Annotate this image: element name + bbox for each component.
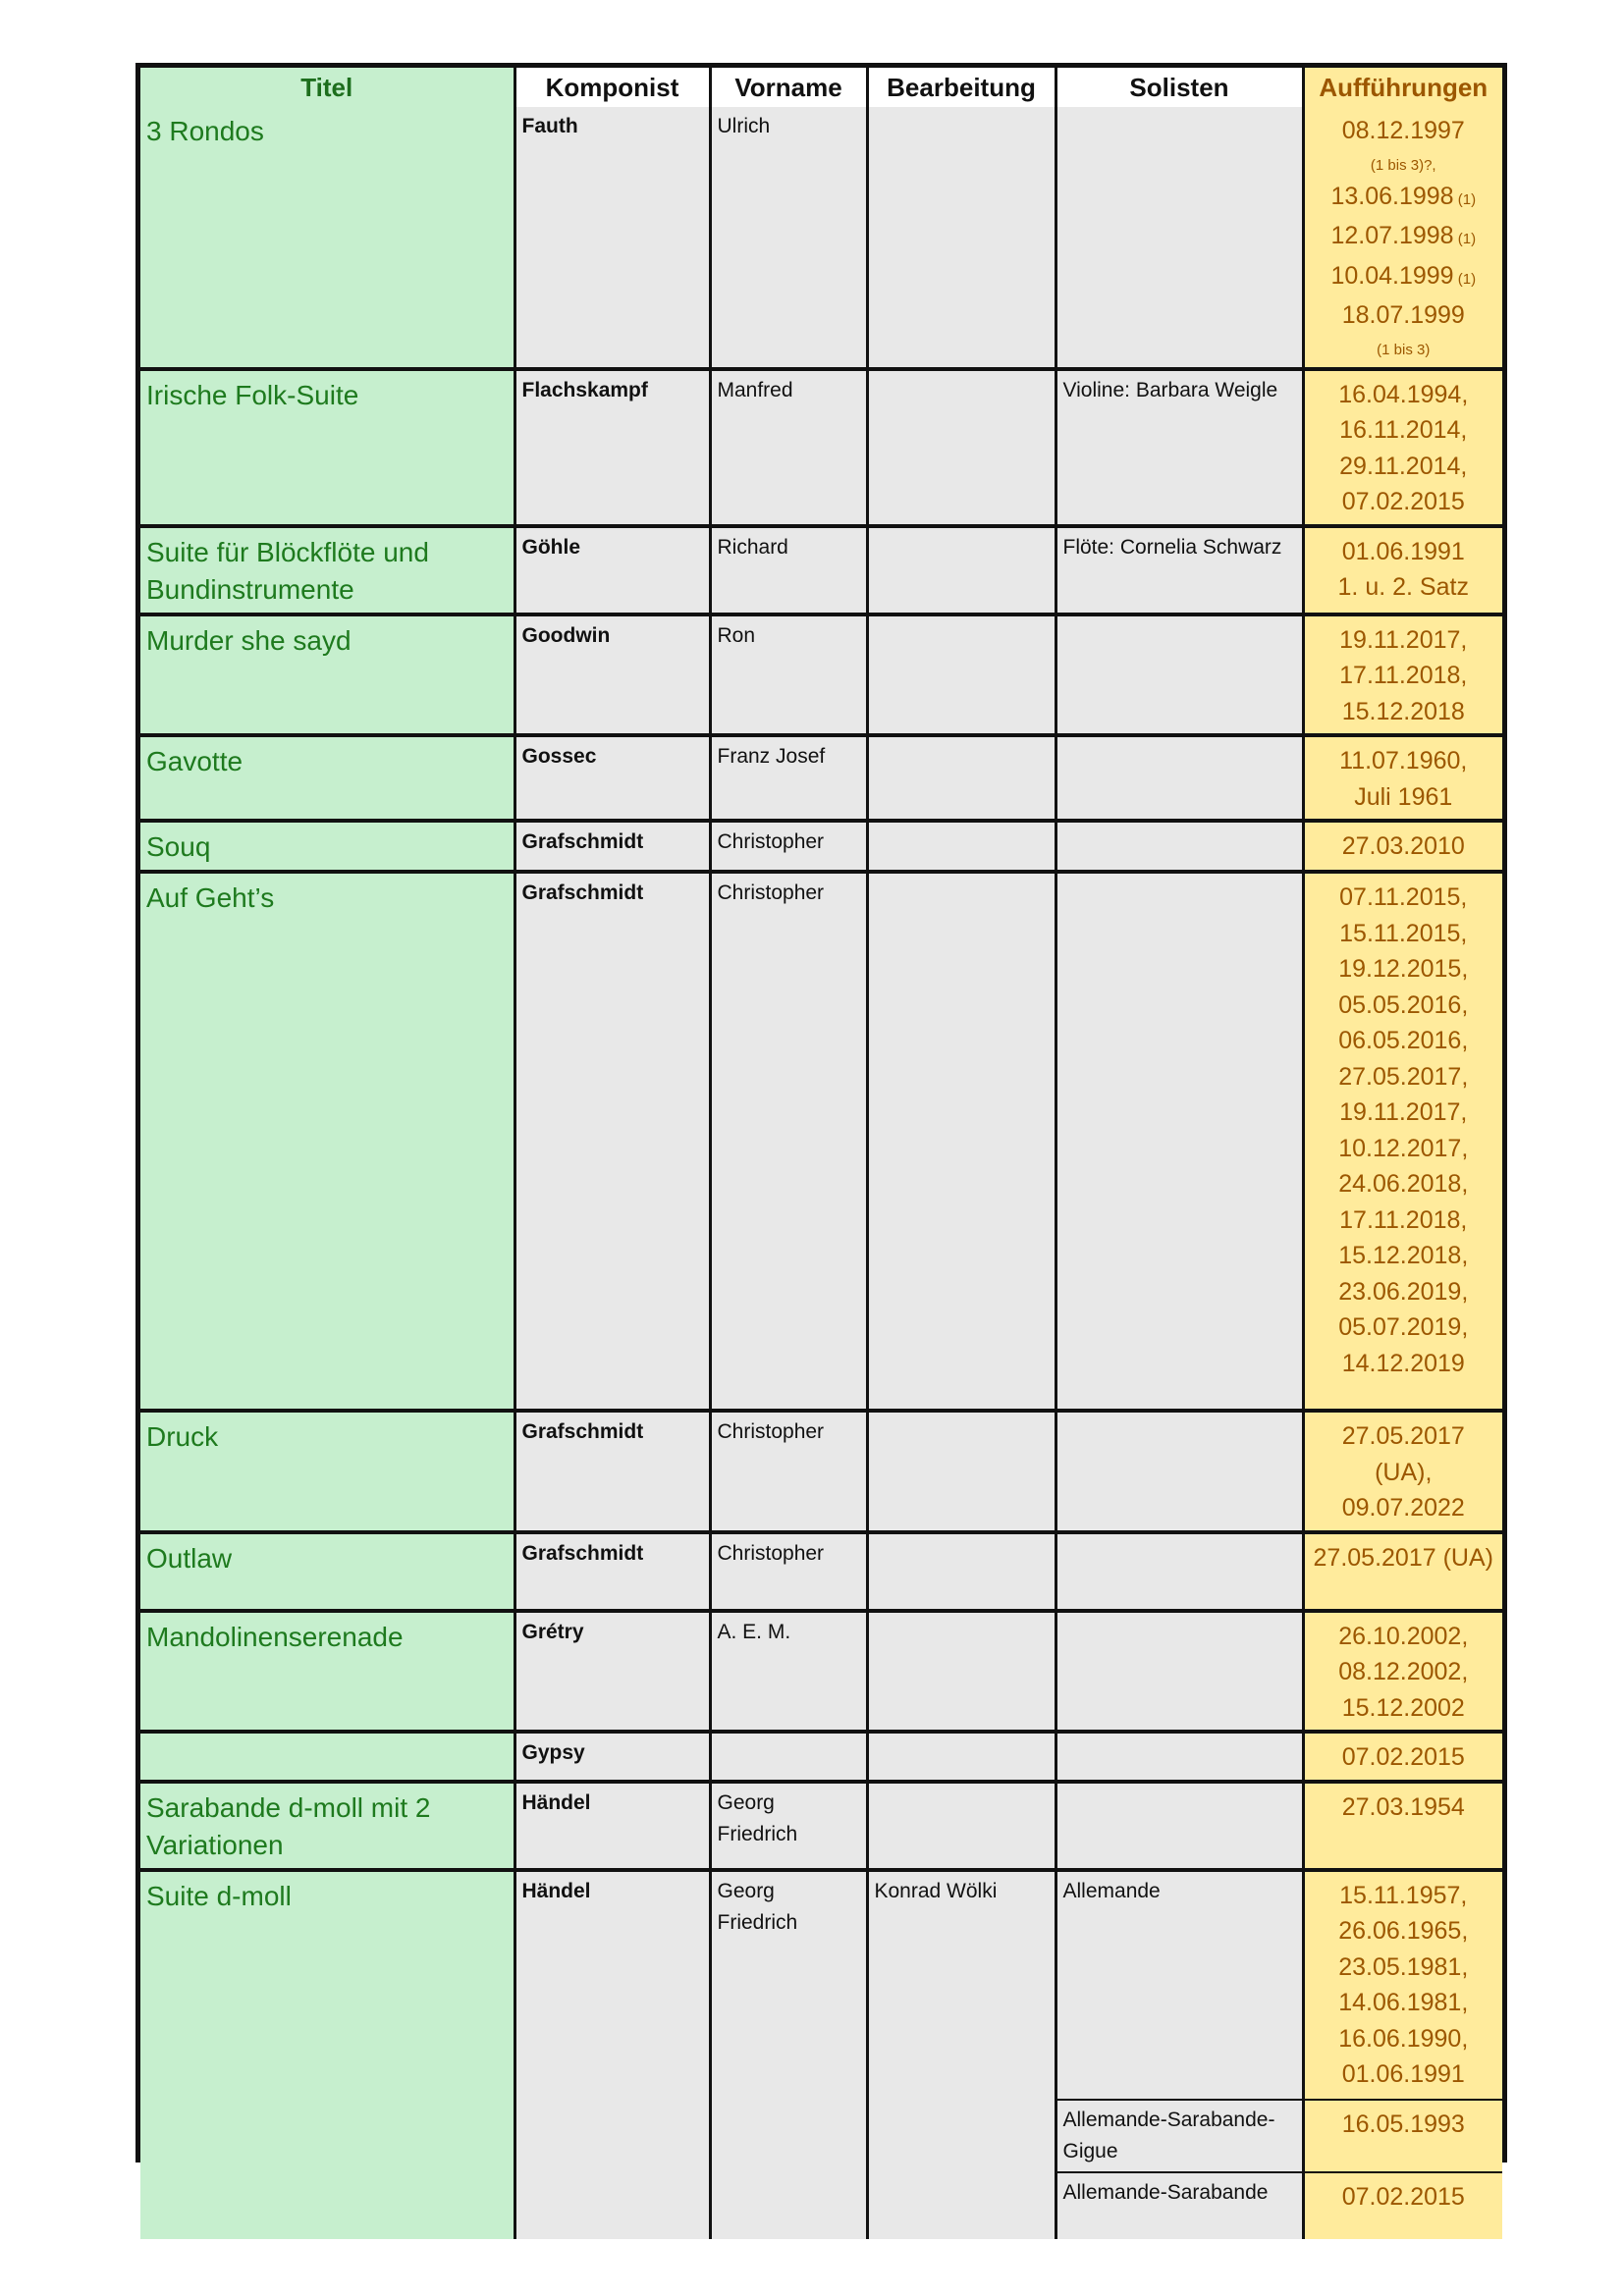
date-text: 08.12.1997 [1341, 117, 1465, 144]
table-row [140, 614, 1502, 736]
komponist-cell: Goodwin [514, 614, 710, 736]
header-bearbeitung: Bearbeitung [867, 68, 1056, 107]
auffuehrung-date [1311, 218, 1497, 258]
auffuehrungen-cell [1303, 1782, 1502, 1870]
date-text: 26.10.2002, [1338, 1622, 1469, 1650]
auffuehrung-date [1311, 149, 1497, 179]
titel-cell: Mandolinenserenade [140, 1611, 514, 1733]
bearbeitung-cell [867, 369, 1056, 526]
date-text: Juli 1961 [1354, 782, 1453, 811]
bearbeitung-cell: Konrad Wölki [867, 1870, 1056, 2239]
auffuehrung-date [1311, 828, 1497, 865]
auffuehrung-date [1311, 1095, 1497, 1131]
date-text: 15.12.2002 [1341, 1693, 1465, 1722]
titel-cell: Irische Folk-Suite [140, 369, 514, 526]
date-text: 09.07.2022 [1341, 1494, 1465, 1522]
vorname-cell: Ulrich [710, 107, 867, 369]
auffuehrung-date [1311, 1540, 1497, 1576]
bearbeitung-cell [867, 614, 1056, 736]
date-text: 19.12.2015, [1338, 955, 1469, 983]
bearbeitung-cell [867, 107, 1056, 369]
date-note: (1) [1453, 190, 1477, 208]
bearbeitung-cell [867, 1411, 1056, 1532]
vorname-cell: Christopher [710, 1532, 867, 1611]
komponist-cell: Fauth [514, 107, 710, 369]
auffuehrung-date [1311, 1949, 1497, 1986]
auffuehrung-date [1311, 916, 1497, 952]
auffuehrung-date [1311, 1059, 1497, 1095]
titel-cell: Druck [140, 1411, 514, 1532]
auffuehrung-date [1311, 1619, 1497, 1655]
auffuehrungen-cell [1303, 369, 1502, 526]
bearbeitung-cell [867, 1611, 1056, 1733]
auffuehrung-date [1311, 988, 1497, 1024]
titel-cell: 3 Rondos [140, 107, 514, 369]
date-note: (1) [1453, 231, 1477, 247]
bearbeitung-cell [867, 1732, 1056, 1782]
date-note: (1) [1453, 270, 1477, 288]
auffuehrungen-cell [1303, 1611, 1502, 1733]
auffuehrungen-cell [1303, 1732, 1502, 1782]
solisten-cell [1056, 1782, 1303, 1870]
auffuehrung-date [1311, 1274, 1497, 1310]
date-text: 16.05.1993 [1341, 2109, 1465, 2138]
komponist-cell: Händel [514, 1782, 710, 1870]
date-text: 19.11.2017, [1339, 1098, 1468, 1126]
date-text: 16.06.1990, [1338, 2024, 1469, 2053]
solisten-cell [1056, 614, 1303, 736]
table-row [140, 1782, 1502, 1870]
auffuehrung-date [1311, 1690, 1497, 1727]
komponist-cell: Händel [514, 1870, 710, 2239]
auffuehrung-date [1311, 1131, 1497, 1167]
bearbeitung-cell [867, 1532, 1056, 1611]
auffuehrung-date [1311, 1309, 1497, 1346]
bearbeitung-cell [867, 526, 1056, 614]
header-row [140, 68, 1502, 107]
komponist-cell: Grafschmidt [514, 872, 710, 1411]
solisten-cell: Allemande [1056, 1870, 1303, 2100]
date-text: 1. u. 2. Satz [1337, 573, 1469, 601]
auffuehrung-date [1311, 2021, 1497, 2057]
date-text: 15.12.2018, [1338, 1242, 1469, 1269]
header-titel: Titel [140, 68, 514, 107]
auffuehrungen-cell [1303, 2172, 1502, 2239]
auffuehrung-date [1311, 179, 1497, 219]
table-row [140, 1532, 1502, 1611]
table-row [140, 1611, 1502, 1733]
auffuehrung-date [1311, 2179, 1497, 2216]
table-row [140, 369, 1502, 526]
titel-cell: Auf Geht’s [140, 872, 514, 1411]
date-text: 07.02.2015 [1341, 488, 1465, 515]
auffuehrung-date [1311, 951, 1497, 988]
komponist-cell: Grafschmidt [514, 821, 710, 872]
auffuehrung-date [1311, 1238, 1497, 1274]
date-text: 27.03.1954 [1341, 1792, 1465, 1821]
vorname-cell: Christopher [710, 821, 867, 872]
vorname-cell: Ron [710, 614, 867, 736]
solisten-cell: Violine: Barbara Weigle [1056, 369, 1303, 526]
date-text: 23.06.2019, [1338, 1277, 1469, 1306]
date-text: 17.11.2018, [1339, 1205, 1468, 1234]
titel-cell: Souq [140, 821, 514, 872]
date-text: 18.07.1999 [1341, 301, 1465, 329]
date-text: 29.11.2014, [1339, 452, 1468, 480]
auffuehrung-date [1311, 113, 1497, 149]
vorname-cell: A. E. M. [710, 1611, 867, 1733]
solisten-cell: Flöte: Cornelia Schwarz [1056, 526, 1303, 614]
auffuehrungen-cell [1303, 1870, 1502, 2100]
komponist-cell: Grafschmidt [514, 1532, 710, 1611]
komponist-cell: Gossec [514, 735, 710, 821]
bearbeitung-cell [867, 735, 1056, 821]
vorname-cell: Richard [710, 526, 867, 614]
bearbeitung-cell [867, 872, 1056, 1411]
auffuehrung-date [1311, 1913, 1497, 1949]
auffuehrung-date [1311, 2107, 1497, 2143]
date-text: 23.05.1981, [1338, 1952, 1469, 1981]
date-text: 16.11.2014, [1339, 416, 1468, 444]
auffuehrung-date [1311, 1654, 1497, 1690]
titel-cell: Suite für Blöckflöte und Bundinstrumente [140, 526, 514, 614]
auffuehrung-date [1311, 2056, 1497, 2093]
date-text: 27.03.2010 [1341, 832, 1465, 860]
date-note: (1 bis 3)?, [1370, 156, 1436, 174]
solisten-cell [1056, 821, 1303, 872]
date-text: 15.12.2018 [1341, 697, 1465, 725]
auffuehrung-date [1311, 412, 1497, 449]
vorname-cell: Georg Friedrich [710, 1782, 867, 1870]
header-komponist: Komponist [514, 68, 710, 107]
auffuehrung-date [1311, 1346, 1497, 1382]
auffuehrungen-cell [1303, 107, 1502, 369]
auffuehrung-date [1311, 1166, 1497, 1202]
date-text: 14.12.2019 [1341, 1349, 1465, 1377]
auffuehrung-date [1311, 1789, 1497, 1826]
table-row [140, 1870, 1502, 2100]
solisten-cell [1056, 1532, 1303, 1611]
date-note: (1 bis 3) [1377, 341, 1431, 358]
auffuehrung-date [1311, 1739, 1497, 1776]
komponist-cell: Grafschmidt [514, 1411, 710, 1532]
titel-cell: Gavotte [140, 735, 514, 821]
date-text: 05.05.2016, [1338, 990, 1469, 1019]
komponist-cell: Gypsy [514, 1732, 710, 1782]
titel-cell [140, 1732, 514, 1782]
auffuehrung-date [1311, 1878, 1497, 1914]
titel-cell: Murder she sayd [140, 614, 514, 736]
date-text: 07.02.2015 [1341, 1743, 1465, 1771]
works-table [135, 63, 1507, 2211]
vorname-cell: Christopher [710, 872, 867, 1411]
date-text: 27.05.2017, [1338, 1062, 1469, 1091]
header-vorname: Vorname [710, 68, 867, 107]
date-text: 08.12.2002, [1338, 1658, 1469, 1685]
date-text: 01.06.1991 [1341, 537, 1465, 565]
bearbeitung-cell [867, 821, 1056, 872]
auffuehrung-date [1311, 297, 1497, 334]
date-text: 10.04.1999 [1330, 261, 1454, 290]
date-text: 24.06.2018, [1338, 1170, 1469, 1198]
solisten-cell [1056, 107, 1303, 369]
auffuehrungen-cell [1303, 2100, 1502, 2172]
auffuehrung-date [1311, 1418, 1497, 1490]
vorname-cell: Georg Friedrich [710, 1870, 867, 2239]
auffuehrungen-cell [1303, 526, 1502, 614]
auffuehrung-date [1311, 880, 1497, 916]
komponist-cell: Göhle [514, 526, 710, 614]
solisten-cell [1056, 1411, 1303, 1532]
auffuehrung-date [1311, 694, 1497, 730]
auffuehrung-date [1311, 1985, 1497, 2021]
date-text: 17.11.2018, [1339, 662, 1468, 689]
auffuehrungen-cell [1303, 1411, 1502, 1532]
date-text: 01.06.1991 [1341, 2060, 1465, 2088]
vorname-cell: Manfred [710, 369, 867, 526]
titel-cell: Suite d-moll [140, 1870, 514, 2239]
header-solisten: Solisten [1056, 68, 1303, 107]
header-auffuehrungen: Aufführungen [1303, 68, 1502, 107]
solisten-cell [1056, 1611, 1303, 1733]
auffuehrung-date [1311, 658, 1497, 694]
auffuehrungen-cell [1303, 872, 1502, 1411]
auffuehrungen-cell [1303, 821, 1502, 872]
auffuehrung-date [1311, 1202, 1497, 1239]
date-text: 13.06.1998 [1330, 182, 1454, 210]
solisten-cell [1056, 872, 1303, 1411]
table-row [140, 1732, 1502, 1782]
table-row [140, 735, 1502, 821]
date-text: 05.07.2019, [1338, 1313, 1469, 1341]
komponist-cell: Flachskampf [514, 369, 710, 526]
auffuehrung-date [1311, 743, 1497, 779]
date-text: 16.04.1994, [1338, 380, 1469, 408]
date-text: 07.02.2015 [1341, 2182, 1465, 2211]
vorname-cell [710, 1732, 867, 1782]
auffuehrung-date [1311, 258, 1497, 298]
auffuehrung-date [1311, 622, 1497, 659]
auffuehrungen-cell [1303, 614, 1502, 736]
date-text: 11.07.1960, [1339, 747, 1468, 774]
date-text: 10.12.2017, [1338, 1134, 1469, 1162]
solisten-cell [1056, 1732, 1303, 1782]
auffuehrung-date [1311, 1023, 1497, 1059]
vorname-cell: Franz Josef [710, 735, 867, 821]
auffuehrung-date [1311, 779, 1497, 816]
auffuehrung-date [1311, 534, 1497, 570]
komponist-cell: Grétry [514, 1611, 710, 1733]
date-text: 14.06.1981, [1338, 1989, 1469, 2016]
auffuehrung-date [1311, 1490, 1497, 1526]
bearbeitung-cell [867, 1782, 1056, 1870]
date-text: 06.05.2016, [1338, 1027, 1469, 1054]
date-text: 15.11.1957, [1339, 1881, 1468, 1909]
date-text: 27.05.2017 (UA), [1341, 1422, 1465, 1486]
table-row [140, 872, 1502, 1411]
auffuehrung-date [1311, 449, 1497, 485]
table-row [140, 1411, 1502, 1532]
auffuehrung-date [1311, 377, 1497, 413]
table-row [140, 526, 1502, 614]
date-text: 26.06.1965, [1338, 1917, 1469, 1945]
auffuehrungen-cell [1303, 1532, 1502, 1611]
date-text: 07.11.2015, [1339, 883, 1468, 911]
auffuehrungen-cell [1303, 735, 1502, 821]
vorname-cell: Christopher [710, 1411, 867, 1532]
date-text: 12.07.1998 [1330, 222, 1454, 249]
date-text: 27.05.2017 (UA) [1313, 1543, 1493, 1572]
solisten-cell: Allemande-Sarabande [1056, 2172, 1303, 2239]
titel-cell: Outlaw [140, 1532, 514, 1611]
auffuehrung-date [1311, 569, 1497, 606]
table-row [140, 107, 1502, 369]
auffuehrung-date [1311, 484, 1497, 520]
date-text: 15.11.2015, [1339, 919, 1468, 947]
auffuehrung-date [1311, 334, 1497, 363]
solisten-cell [1056, 735, 1303, 821]
table-row [140, 821, 1502, 872]
titel-cell: Sarabande d-moll mit 2 Variationen [140, 1782, 514, 1870]
date-text: 19.11.2017, [1339, 625, 1468, 654]
solisten-cell: Allemande-Sarabande-Gigue [1056, 2100, 1303, 2172]
